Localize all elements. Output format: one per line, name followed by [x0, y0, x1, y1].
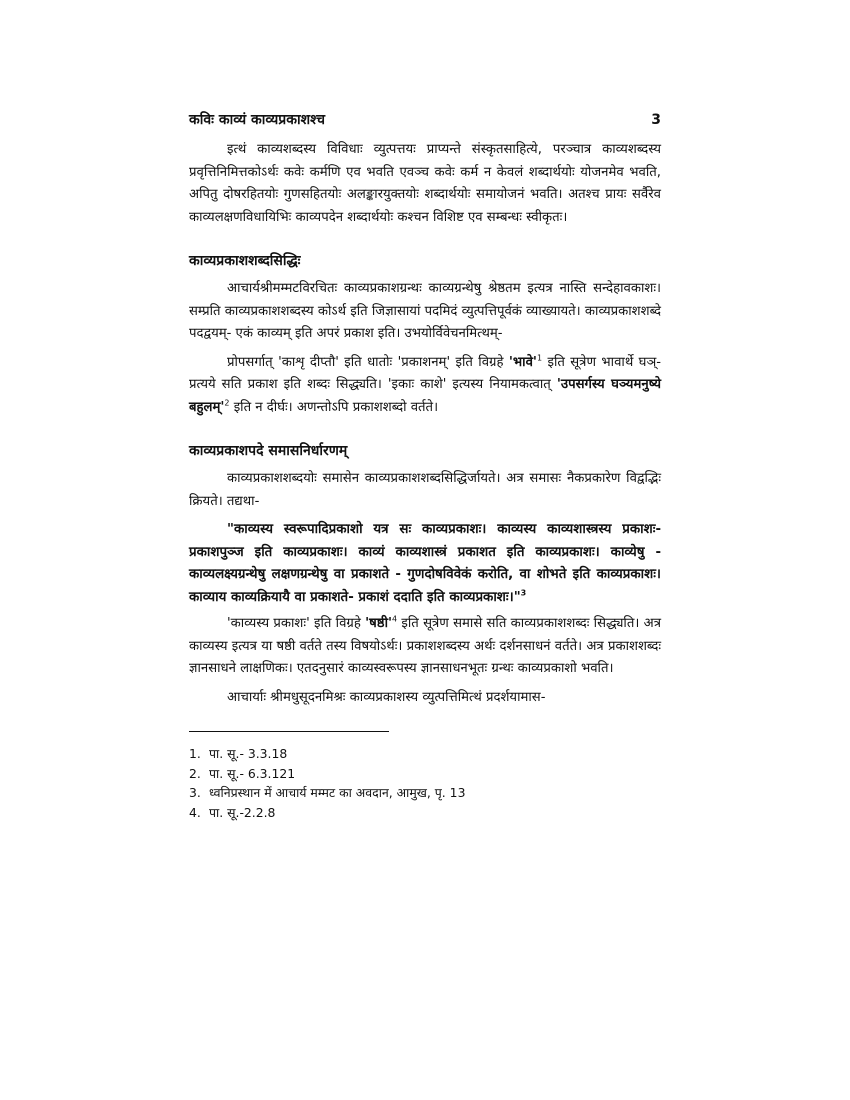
quote-text: "काव्यस्य स्वरूपादिप्रकाशो यत्र सः काव्यप्रकाशः। काव्यस्य काव्यशास्त्रस्य प्रकाशः- प्रकाशपुञ्ज इति काव्यप्रकाशः। काव्यं काव्यशास्त्रं प्रकाशत इति काव्यप्रकाशः। काव्येषु - काव्यलक्ष्यग्रन्थेषु लक्षणग्रन्थेषु वा प्रकाशते - गुणदोषविवेकं करोति, वा शोभते इति काव्यप्रकाशः। काव्याय काव्यक्रियायै वा प्रकाशते- प्रकाशं ददाति इति काव्यप्रकाशः।": [189, 522, 661, 605]
text-run: इति सूत्रेण समासे सति काव्यप्रकाशशब्दः सिद्ध्यति। अत्र काव्यस्य इत्यत्र या षष्ठी वर्तते तस्य विषयोऽर्थः। प्रकाशशब्दस्य अर्थः दर्शनसाधनं वर्तते। अत्र प्रकाशशब्दः ज्ञानसाधने लाक्षणिकः। एतदनुसारं काव्यस्वरूपस्य ज्ञानसाधनभूतः ग्रन्थः काव्यप्रकाशो भवति।: [189, 616, 662, 676]
footnote-ref-3: 3: [520, 588, 527, 598]
paragraph-madhusudana: आचार्याः श्रीमधुसूदनमिश्रः काव्यप्रकाशस्य व्युत्पत्तिमित्थं प्रदर्शयामास-: [227, 689, 546, 705]
footnotes-list: [189, 744, 661, 822]
footnote-item: [189, 764, 661, 784]
paragraph-shashthi: [189, 613, 661, 681]
section-heading-shabdasiddhi: काव्यप्रकाशशब्दसिद्धिः: [189, 253, 301, 269]
footnote-ref-1: 1: [536, 353, 543, 363]
footnote-text: पा. सू.- 6.3.121: [209, 765, 296, 781]
footnote-ref-4: 4: [392, 614, 398, 624]
footnote-divider: [189, 731, 389, 732]
text-run: इति सूत्रेण भावार्थे घञ्-प्रत्यये सति प्रकाश इति शब्दः सिद्ध्यति। 'इकाः काशे' इत्यस्य नियामकत्वात्: [189, 354, 661, 392]
footnote-text: पा. सू.- 3.3.18: [209, 746, 288, 761]
footnote-number: 1.: [189, 746, 201, 761]
footnote-number: 4.: [189, 804, 201, 820]
page-number: 3: [651, 112, 661, 128]
sutra-bhave: 'भावे': [508, 354, 537, 370]
footnote-item: [189, 783, 661, 803]
text-run: 'काव्यस्य प्रकाशः' इति विग्रहे: [227, 616, 366, 631]
running-title: कविः काव्यं काव्यप्रकाशश्च: [189, 112, 326, 128]
footnote-number: 3.: [189, 785, 201, 800]
footnote-item: [189, 803, 661, 823]
paragraph-prakasha-derivation: [189, 352, 661, 420]
footnote-item: [189, 744, 661, 764]
sutra-shashthi: 'षष्ठी': [365, 616, 393, 631]
footnote-text: ध्वनिप्रस्थान में आचार्य मम्मट का अवदान, आमुख, पृ. 13: [209, 785, 466, 800]
sutra-upasargasya: 'उपसर्गस्य घञ्यमनुष्ये बहुलम्': [189, 377, 661, 415]
text-run: इति न दीर्घः। अणन्तोऽपि प्रकाशशब्दो वर्तते।: [229, 399, 439, 415]
intro-paragraph: इत्थं काव्यशब्दस्य विविधाः व्युत्पत्तयः प्राप्यन्ते संस्कृतसाहित्ये, परञ्चात्र काव्यशब्दस्य प्रवृत्तिनिमित्तकोऽर्थः कवेः कर्मणि एव भवति एवञ्च कवेः कर्म न केवलं शब्दार्थयोः योजनमेव भवति, अपितु दोषरहितयोः गुणसहितयोः अलङ्कारयुक्तयोः शब्दार्थयोः समायोजनं भवति। अतश्च प्रायः सर्वैरेव काव्यलक्षणविधायिभिः काव्यपदेन शब्दार्थयोः कश्चन विशिष्ट एव सम्बन्धः स्वीकृतः।: [189, 142, 661, 225]
block-quote: [189, 519, 661, 609]
book-page: [189, 110, 661, 822]
running-header: [189, 110, 661, 129]
text-run: प्रोपसर्गात् 'काशृ दीप्तौ' इति धातोः 'प्रकाशनम्' इति विग्रहे: [227, 354, 509, 370]
section-heading-samasa: काव्यप्रकाशपदे समासनिर्धारणम्: [189, 443, 348, 459]
footnote-number: 2.: [189, 765, 201, 781]
footnote-text: पा. सू.-2.2.8: [209, 804, 276, 820]
paragraph-author-intro: आचार्यश्रीमम्मटविरचितः काव्यप्रकाशग्रन्थः काव्यग्रन्थेषु श्रेष्ठतम इत्यत्र नास्ति सन्देहावकाशः। सम्प्रति काव्यप्रकाशशब्दस्य कोऽर्थ इति जिज्ञासायां पदमिदं व्युत्पत्तिपूर्वकं व्याख्यायते। काव्यप्रकाशशब्दे पदद्वयम्- एकं काव्यम् इति अपरं प्रकाश इति। उभयोर्विवेचनमित्थम्-: [189, 281, 661, 341]
footnote-ref-2: 2: [224, 398, 230, 408]
paragraph-samasa-intro: काव्यप्रकाशशब्दयोः समासेन काव्यप्रकाशशब्दसिद्धिर्जायते। अत्र समासः नैकप्रकारेण विद्वद्भिः क्रियते। तद्यथा-: [189, 471, 661, 509]
